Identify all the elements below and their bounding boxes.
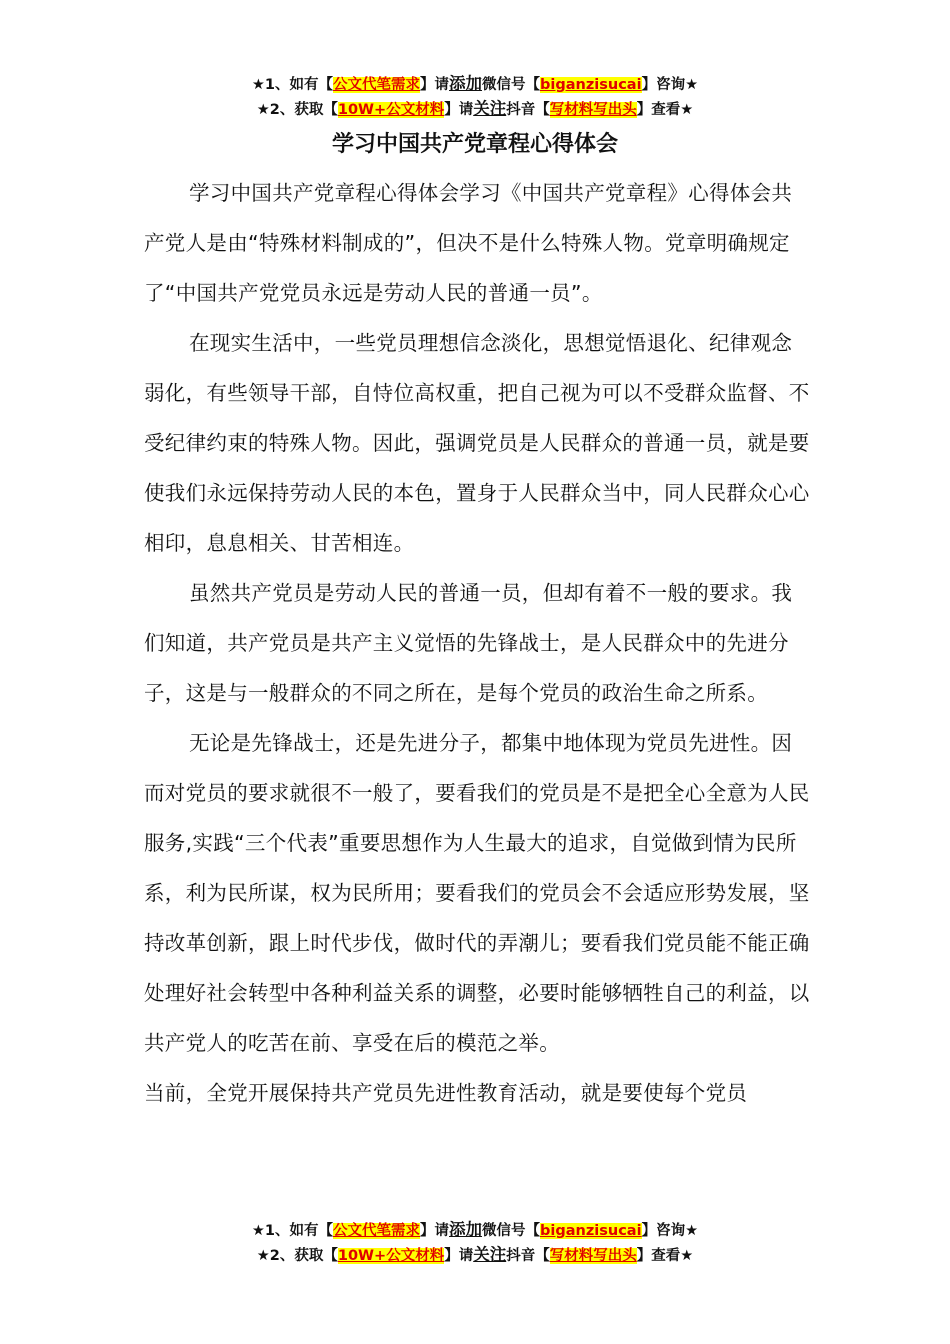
header-banner <box>0 72 950 122</box>
wechat-id-highlight: biganzisucai <box>540 77 642 93</box>
document-title: 学习中国共产党章程心得体会 <box>331 132 618 157</box>
service-highlight: 公文代笔需求 <box>333 77 421 93</box>
banner-line-1: ★1、如有【公文代笔需求】请添加微信号【biganzisucai】咨询★ <box>251 1220 699 1239</box>
paragraph-5: 当前，全党开展保持共产党员先进性教育活动，就是要使每个党员 <box>144 1081 748 1105</box>
paragraph-4: 无论是先锋战士，还是先进分子，都集中地体现为党员先进性。因而对党员的要求就很不一般了，要看我们的党员是不是把全心全意为人民服务,实践“三个代表”重要思想作为人生最大的追求，自觉做到情为民所系，利为民所谋，权为民所用；要看我们的党员会不会适应形势发展，坚持改革创新，跟上时代步伐，做时代的弄潮儿；要看我们党员能不能正确处理好社会转型中各种利益关系的调整，必要时能够牺牲自己的利益，以共产党人的吃苦在前、享受在后的模范之举。 <box>144 731 810 1055</box>
paragraph-2: 在现实生活中，一些党员理想信念淡化，思想觉悟退化、纪律观念弱化，有些领导干部，自恃位高权重，把自己视为可以不受群众监督、不受纪律约束的特殊人物。因此，强调党员是人民群众的普通一员，就是要使我们永远保持劳动人民的本色，置身于人民群众当中，同人民群众心心相印，息息相关、甘苦相连。 <box>144 331 810 555</box>
paragraph-3: 虽然共产党员是劳动人民的普通一员，但却有着不一般的要求。我们知道，共产党员是共产主义觉悟的先锋战士，是人民群众中的先进分子，这是与一般群众的不同之所在，是每个党员的政治生命之所系。 <box>144 581 793 705</box>
banner-line-1: ★1、如有【公文代笔需求】请添加微信号【biganzisucai】咨询★ <box>251 74 699 93</box>
paragraph-1: 学习中国共产党章程心得体会学习《中国共产党章程》心得体会共产党人是由“特殊材料制成的”，但决不是什么特殊人物。党章明确规定了“中国共产党党员永远是劳动人民的普通一员”。 <box>144 181 793 305</box>
materials-highlight: 10W+公文材料 <box>337 1248 445 1264</box>
banner-line-2: ★2、获取【10W+公文材料】请关注抖音【写材料写出头】查看★ <box>256 99 694 118</box>
service-highlight: 公文代笔需求 <box>333 1223 421 1239</box>
materials-highlight: 10W+公文材料 <box>337 102 445 118</box>
douyin-account-highlight: 写材料写出头 <box>549 1248 637 1264</box>
footer-banner <box>0 1218 950 1268</box>
douyin-account-highlight: 写材料写出头 <box>549 102 637 118</box>
banner-line-2: ★2、获取【10W+公文材料】请关注抖音【写材料写出头】查看★ <box>256 1245 694 1264</box>
wechat-id-highlight: biganzisucai <box>540 1223 642 1239</box>
document-body <box>144 168 810 1118</box>
